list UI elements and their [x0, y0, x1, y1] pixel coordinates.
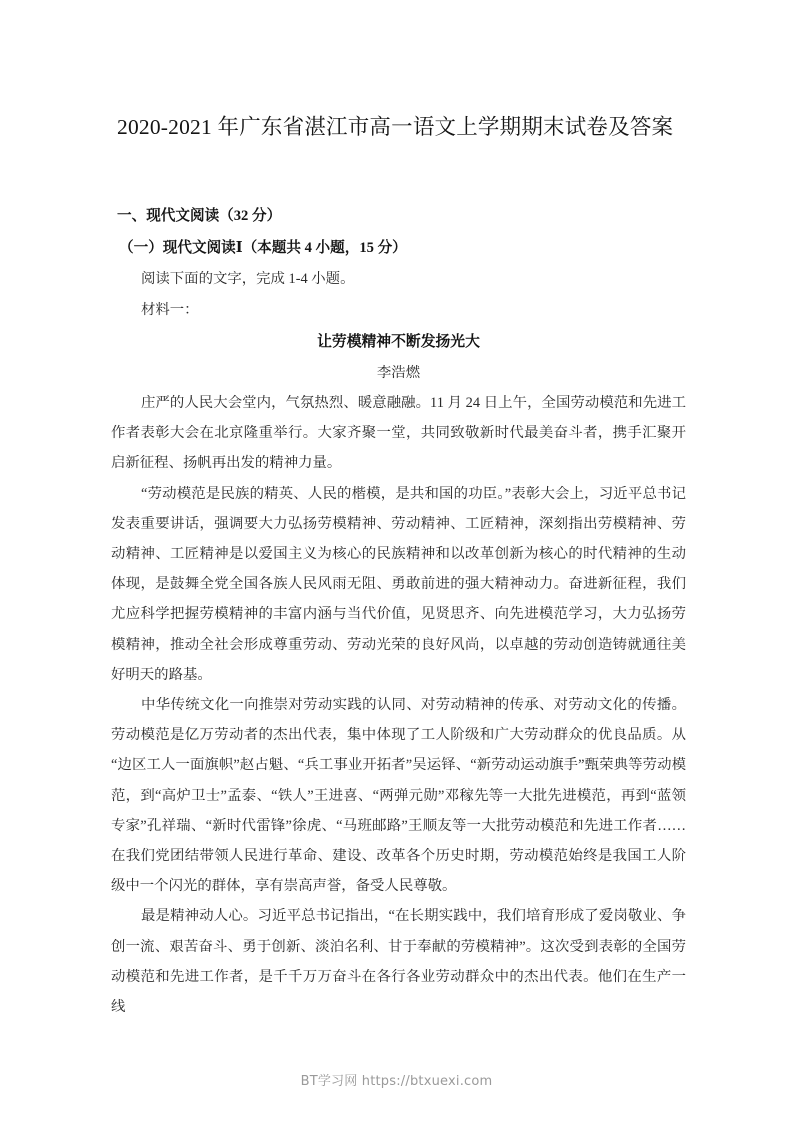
- article-paragraph: 庄严的人民大会堂内，气氛热烈、暖意融融。11 月 24 日上午，全国劳动模范和先进工作者表彰大会在北京隆重举行。大家齐聚一堂，共同致敬新时代最美奋斗者，携手汇聚开启新征程、扬帆再出发的精神力量。: [111, 395, 686, 472]
- section-heading: 一、现代文阅读（32 分）: [117, 208, 282, 224]
- article-paragraph: 最是精神动人心。习近平总书记指出，“在长期实践中，我们培育形成了爱岗敬业、争创一流、艰苦奋斗、勇于创新、淡泊名利、甘于奉献的劳模精神”。这次受到表彰的全国劳动模范和先进工作者，是千千万万奋斗在各行各业劳动群众中的杰出代表。他们在生产一线: [111, 908, 686, 1016]
- reading-instruction: 阅读下面的文字，完成 1-4 小题。: [141, 271, 355, 287]
- page-title: 2020-2021 年广东省湛江市高一语文上学期期末试卷及答案: [117, 115, 674, 140]
- subsection-heading: （一）现代文阅读Ⅰ（本题共 4 小题，15 分）: [119, 240, 407, 256]
- article-paragraph: 中华传统文化一向推崇对劳动实践的认同、对劳动精神的传承、对劳动文化的传播。劳动模范是亿万劳动者的杰出代表，集中体现了工人阶级和广大劳动群众的优良品质。从“边区工人一面旗帜”赵占魁、“兵工事业开拓者”吴运铎、“新劳动运动旗手”甄荣典等劳动模范，到“高炉卫士”孟泰、“铁人”王进喜、“两弹元勋”邓稼先等一大批先进模范，再到“蓝领专家”孔祥瑞、“新时代雷锋”徐虎、“马班邮路”王顺友等一大批劳动模范和先进工作者……在我们党团结带领人民进行革命、建设、改革各个历史时期，劳动模范始终是我国工人阶级中一个闪光的群体，享有崇高声誉，备受人民尊敬。: [111, 697, 686, 895]
- document-body: [111, 200, 686, 1022]
- article-title: 让劳模精神不断发扬光大: [317, 334, 480, 350]
- article-paragraph: “劳动模范是民族的精英、人民的楷模，是共和国的功臣。”表彰大会上，习近平总书记发表重要讲话，强调要大力弘扬劳模精神、劳动精神、工匠精神，深刻指出劳模精神、劳动精神、工匠精神是以爱国主义为核心的民族精神和以改革创新为核心的时代精神的生动体现，是鼓舞全党全国各族人民风雨无阻、勇敢前进的强大精神动力。奋进新征程，我们尤应科学把握劳模精神的丰富内涵与当代价值，见贤思齐、向先进模范学习，大力弘扬劳模精神，推动全社会形成尊重劳动、劳动光荣的良好风尚，以卓越的劳动创造铸就通往美好明天的路基。: [111, 485, 686, 683]
- footer-watermark: BT学习网 https://btxuexi.com: [300, 1074, 493, 1089]
- article-author: 李浩燃: [376, 365, 421, 381]
- material-label: 材料一：: [141, 302, 199, 318]
